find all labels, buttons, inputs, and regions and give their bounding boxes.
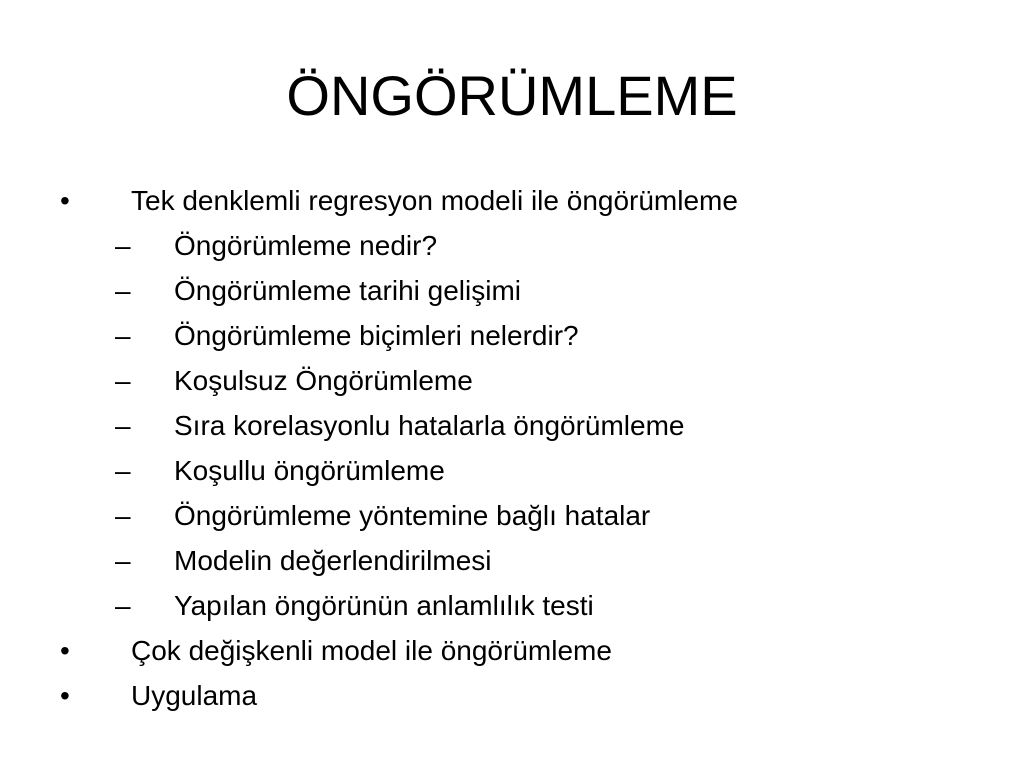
dash-marker: – bbox=[115, 410, 131, 441]
sub-item-text: Koşulsuz Öngörümleme bbox=[174, 365, 473, 396]
dash-marker: – bbox=[115, 320, 131, 351]
dash-marker: – bbox=[115, 455, 131, 486]
sub-item-text: Modelin değerlendirilmesi bbox=[174, 545, 492, 576]
bullet-text: Çok değişkenli model ile öngörümleme bbox=[131, 635, 612, 666]
bullet-marker: • bbox=[60, 635, 70, 666]
dash-marker: – bbox=[115, 545, 131, 576]
sub-item-text: Öngörümleme nedir? bbox=[174, 230, 438, 261]
sub-item-text: Sıra korelasyonlu hatalarla öngörümleme bbox=[174, 410, 685, 441]
bullet-marker: • bbox=[60, 185, 70, 216]
bullet-marker: • bbox=[60, 680, 70, 711]
sub-item-text: Öngörümleme tarihi gelişimi bbox=[174, 275, 522, 306]
sub-item-text: Öngörümleme biçimleri nelerdir? bbox=[174, 320, 579, 351]
dash-marker: – bbox=[115, 365, 131, 396]
slide-title: ÖNGÖRÜMLEME bbox=[286, 64, 738, 127]
sub-item-text: Koşullu öngörümleme bbox=[174, 455, 445, 486]
sub-item-text: Öngörümleme yöntemine bağlı hatalar bbox=[174, 500, 651, 531]
bullet-text: Uygulama bbox=[131, 680, 258, 711]
dash-marker: – bbox=[115, 275, 131, 306]
sub-item-text: Yapılan öngörünün anlamlılık testi bbox=[174, 590, 594, 621]
bullet-text: Tek denklemli regresyon modeli ile öngörümleme bbox=[131, 185, 738, 216]
dash-marker: – bbox=[115, 590, 131, 621]
dash-marker: – bbox=[115, 500, 131, 531]
dash-marker: – bbox=[115, 230, 131, 261]
